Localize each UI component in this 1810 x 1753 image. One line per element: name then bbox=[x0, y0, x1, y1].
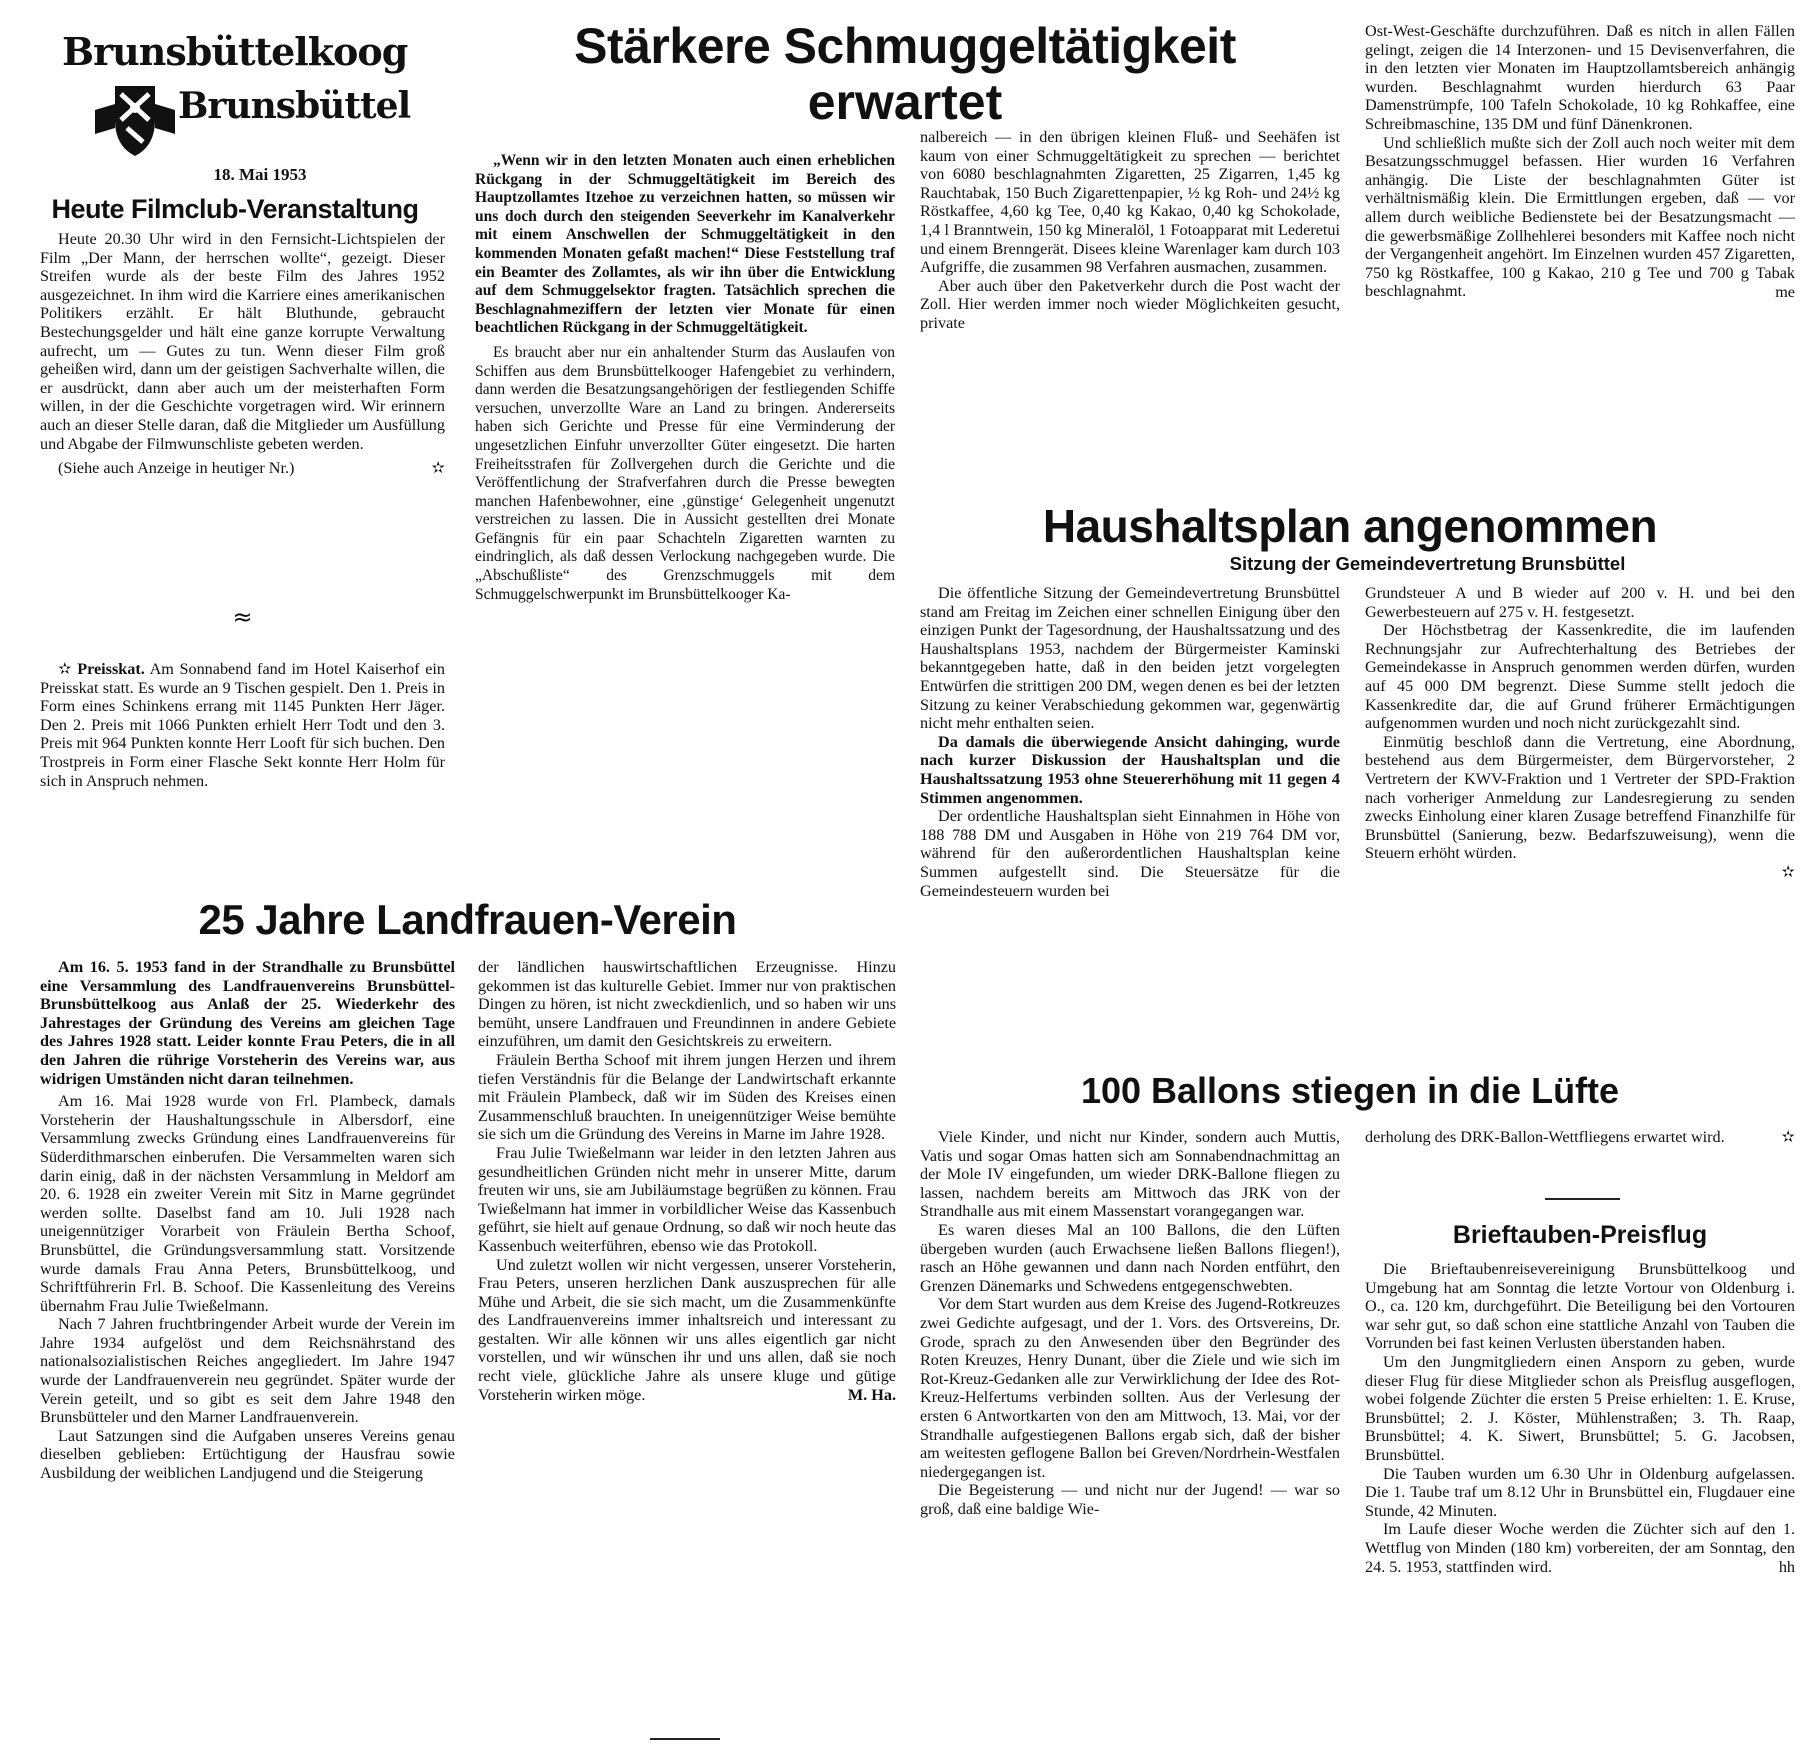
schmuggel-text-4: Ost-West-Geschäfte durchzuführen. Daß es nitch in allen Fällen gelingt, zeigen die 14 Interzonen- und 15 Devisenverfahren, die in den letzten vier Monaten im Hauptzollamtsbereich anhängig wurden. Beschlagnahmt wurden hierdurch 63 Paar Damenstrümpfe, 100 Tafeln Schokolade, 10 kg Rohkaffee, eine Schreibmaschine, 135 DM und fünf Dänenkronen. bbox=[1365, 22, 1795, 133]
preisskat-text bbox=[40, 660, 445, 790]
ballons-col-2 bbox=[1365, 1128, 1795, 1147]
brieftauben-col bbox=[1365, 1260, 1795, 1577]
schmuggel-text-2: nalbereich — in den übrigen kleinen Fluß- und Seehäfen ist kaum von einer Schmuggeltätigkeit zu sprechen — berichtet von 6080 beschlagnahmten Zigaretten, 25 Zigarren, 1,45 kg Rauchtabak, 150 Buch Zigarettenpapier, ½ kg Roh- und 24½ kg Röstkaffee, 4,60 kg Tee, 0,40 kg Kakao, 0,40 kg Schokolade, 1,4 l Branntwein, 150 kg Mineralöl, 1 Fotoapparat mit Lederetui und einem Brenngerät. Disees kleine Warenlager kam durch 103 Aufgriffe, die zusammen 98 Verfahren ausmachen, zusammen. bbox=[920, 128, 1340, 277]
brieftauben-text-3: Die Tauben wurden um 6.30 Uhr in Oldenburg aufgelassen. Die 1. Taube traf um 8.12 Uhr in Brunsbüttel ein, Flugdauer eine Stunde, 42 Minuten. bbox=[1365, 1464, 1795, 1520]
haushalt-text-1: Die öffentliche Sitzung der Gemeindevertretung Brunsbüttel stand am Freitag im Zeichen einer schnellen Einigung über den einzigen Punkt der Tagesordnung, der Haushaltssatzung und des Haushaltsplans 1953, nachdem der Bürgermeister Kaminski bekanntgegeben hatte, daß in den beiden jetzt vorgelegten Entwürfen die strittigen 200 DM, wegen denen es bei der letzten Sitzung zu keiner Verabschiedung gekommen war, gegenwärtig nicht mehr enthalten seien. bbox=[920, 584, 1340, 733]
schmuggel-col-1 bbox=[475, 152, 895, 604]
landfrauen-text-5: Fräulein Bertha Schoof mit ihrem jungen Herzen und ihrem tiefen Verständnis für die Belange der Landwirtschaft erkannte mit Fräulein Plambeck, daß wir im Süden des Kreises einen Zusammenschluß brauchten. In uneigennütziger Weise bemühte sie sich um die Gründung des Vereins in Marne im Jahre 1928. bbox=[478, 1050, 896, 1144]
closing-rule bbox=[650, 1738, 720, 1740]
schmuggel-headline-2: erwartet bbox=[807, 74, 1003, 130]
landfrauen-text-2: Nach 7 Jahren fruchtbringender Arbeit wurde der Verein im Jahre 1934 aufgelöst und dem Reichsnährstand des nationalsozialistischen Reiches angegliedert. Im Jahre 1947 wurde der Landfrauenverein neu gegründet. Später wurde der Verein geteilt, und so gibt es seit dem Jahre 1948 den Brunsbütteler und den Marner Landfrauenverein. bbox=[40, 1315, 455, 1427]
filmclub-text: Heute 20.30 Uhr wird in den Fernsicht-Lichtspielen der Film „Der Mann, der herrschen wollte“, gezeigt. Dieser Streifen wurde als der beste Film des Jahres 1952 ausgezeichnet. In ihm wird die Karriere eines amerikanischen Politikers erzählt. Er hält Bluthunde, gebraucht Bestechungsgelder und hält eine ganze korrupte Verwaltung aufrecht, um — Gutes zu tun. Wenn dieser Film groß geheißen wird, dann um der geistigen Sachverhalte willen, die er ausdrückt, dann aber auch um der meisterhaften Form willen, in der die Geschichte vorgetragen wird. Wir erinnern auch an dieser Stelle daran, daß die Mitglieder um Ausfüllung und Abgabe der Filmwunschliste gebeten werden. bbox=[40, 230, 445, 453]
schmuggel-col-2 bbox=[920, 128, 1340, 333]
preisskat-article bbox=[40, 660, 445, 790]
landfrauen-signature: M. Ha. bbox=[847, 1386, 896, 1405]
haushalt-subheadline: Sitzung der Gemeindevertretung Brunsbüttel bbox=[1229, 553, 1626, 574]
masthead-title-1: Brunsbüttelkoog bbox=[62, 29, 408, 74]
landfrauen-text-7: Und zuletzt wollen wir nicht vergessen, unserer Vorsteherin, Frau Peters, unseren herzlichen Dank auszusprechen für alle Mühe und Arbeit, die sie sich macht, um die Zusammenkünfte des Landfrauenvereins immer inhaltsreich und interessant zu gestalten. Wir alle können wir uns alles eigentlich gar nicht vorstellen, und wir wünschen ihr und uns allen, daß sie noch recht viele, glückliche Jahre als unsere kluge und gütige Vorsteherin wirken möge. bbox=[478, 1255, 896, 1404]
haushalt-text-3: Der ordentliche Haushaltsplan sieht Einnahmen in Höhe von 188 788 DM und Ausgaben in Höhe von 219 764 DM vor, während für den außerordentlichen Haushaltsplan keine Summen aufgestellt sind. Die Steuersätze für die Gemeindesteuern wurden bei bbox=[920, 807, 1340, 900]
star-icon: ✫ bbox=[58, 659, 72, 678]
haushalt-headline: Haushaltsplan angenommen bbox=[1042, 500, 1658, 552]
schmuggel-text-5: Und schließlich mußte sich der Zoll auch noch weiter mit dem Besatzungsschmuggel befassen. Hier wurden 16 Verfahren anhängig. Die Liste der beschlagnahmten Güter ist verhältnismäßig klein. Die Ermittlungen ergeben, daß — vor allem durch weibliche Bedienstete bei der Besatzungsmacht — die gewerbsmäßige Zollhehlerei besonders mit Kaffee noch nicht der Vergangenheit angehört. Im Einzelnen wurden 457 Zigaretten, 750 kg Röstkaffee, 100 g Kakao, 210 g Tee und 700 g Tabak beschlagnahmt. bbox=[1365, 133, 1795, 301]
star-icon: ✫ bbox=[1781, 1127, 1795, 1146]
ballons-headline: 100 Ballons stiegen in die Lüfte bbox=[1080, 1070, 1620, 1111]
landfrauen-headline: 25 Jahre Landfrauen-Verein bbox=[198, 896, 737, 943]
masthead bbox=[40, 20, 440, 184]
ballons-text-4: Die Begeisterung — und nicht nur der Jugend! — war so groß, daß eine baldige Wie- bbox=[920, 1481, 1340, 1518]
brieftauben-signature: hh bbox=[1778, 1558, 1795, 1577]
masthead-title-2: Brunsbüttel bbox=[178, 85, 411, 127]
ballons-text-1: Viele Kinder, und nicht nur Kinder, sondern auch Muttis, Vatis und sogar Omas hatten sich am Sonnabendnachmittag an der Mole IV eingefunden, um wieder DRK-Ballone fliegen zu lassen, nachdem bereits am Mittwoch das JRK von der Strandhalle aus mit einem Massenstart vorangegangen war. bbox=[920, 1128, 1340, 1221]
preisskat-lead: Preisskat. bbox=[77, 660, 145, 678]
schmuggel-lead: „Wenn wir in den letzten Monaten auch einen erheblichen Rückgang in der Schmuggeltätigkeit im Bereich des Hauptzollamtes Itzehoe zu verzeichnen hatten, so müssen wir uns doch durch den steigenden Seeverkehr im Kanalverkehr mit einem Anschwellen der Schmuggeltätigkeit in den kommenden Monaten gefaßt machen!“ Diese Feststellung traf ein Beamter des Zollamtes, als wir ihn über die Entwicklung auf dem Schmuggelsektor fragten. Tatsächlich sprechen die Beschlagnahmeziffern der letzten vier Monate für einen beachtlichen Rückgang in der Schmuggeltätigkeit. bbox=[475, 152, 895, 337]
brieftauben-text-4: Im Laufe dieser Woche werden die Züchter sich auf den 1. Wettflug von Minden (180 km) vorbereiten, der am Sonntag, den 24. 5. 1953, stattfinden wird. bbox=[1365, 1520, 1795, 1576]
schmuggel-signature: me bbox=[1775, 282, 1795, 301]
brieftauben-text-2: Um den Jungmitgliedern einen Ansporn zu geben, wurde dieser Flug für diese Mitglieder schon als Preisflug ausgeflogen, wobei folgende Züchter die ersten 5 Preise erhielten: 1. E. Kruse, Brunsbüttel; 2. J. Köster, Mühlenstraßen; 3. Th. Raap, Brunsbüttel; 4. K. Siwert, Brunsbüttel; 5. G. Jacobsen, Brunsbüttel. bbox=[1365, 1352, 1795, 1464]
ballons-text-3: Vor dem Start wurden aus dem Kreise des Jugend-Rotkreuzes zwei Gedichte aufgesagt, und der 1. Vors. des Ortsvereins, Dr. Grode, sprach zu den Anwesenden über den Begründer des Roten Kreuzes, Henry Dunant, über die Ziele und wie sich im Rot-Kreuz-Gedanken alle zur Verwirklichung der Idee des Rot-Kreuz-Helfertums verbinden sollten. Aus der Verlesung der ersten 6 Antwortkarten von den am Mittwoch, 13. Mai, vor der Strandhalle aufgestiegenen Ballons ergab sich, daß der bisher am weitesten geflogene Ballon bei Greven/Nordrhein-Westfalen niedergegangen ist. bbox=[920, 1295, 1340, 1481]
haushalt-col-2 bbox=[1365, 584, 1795, 882]
brieftauben-text-1: Die Brieftaubenreisevereinigung Brunsbüttelkoog und Umgebung hat am Sonntag die letzte Vortour von Oldenburg i. O., ca. 120 km, durchgeführt. Die Beteiligung bei den Vortouren war sehr gut, so daß schon eine stattliche Anzahl von Tauben die Vorrunden bei fast keinen Verlusten überstanden haben. bbox=[1365, 1260, 1795, 1353]
star-icon: ✫ bbox=[431, 458, 445, 478]
filmclub-note-text: (Siehe auch Anzeige in heutiger Nr.) bbox=[58, 459, 295, 478]
section-rule bbox=[1545, 1198, 1620, 1200]
haushalt-text-5: Der Höchstbetrag der Kassenkredite, die im laufenden Rechnungsjahr zur Aufrechterhaltung des Betriebes der Gemeindekasse in Anspruch genommen werden dürfen, wurden auf 45 000 DM begrenzt. Diese Summe stellt jedoch die Kassenkredite dar, die auf Grund früherer Ermächtigungen aufgenommen wurden und noch nicht zurückgezahlt sind. bbox=[1365, 621, 1795, 733]
haushalt-text-6: Einmütig beschloß dann die Vertretung, eine Abordnung, bestehend aus dem Bürgermeister, dem Bürgervorsteher, 2 Vertretern der KWV-Fraktion und 1 Vertreter der SPD-Fraktion nach vorheriger Anmeldung zur Landesregierung zu senden zwecks Einholung einer klaren Zusage betreffend Finanzhilfe für Brunsbüttel (Sanierung, bezw. Bedarfszuweisung), wenn die Steuern erhöht würden. bbox=[1365, 732, 1795, 863]
ballons-text-2: Es waren dieses Mal an 100 Ballons, die den Lüften übergeben wurden (auch Erwachsene ließen Ballons fliegen!), rasch an Höhe gewannen und dann nach Norden entführt, den Grenzen Dänemarks und Schwedens entgegenschwebten. bbox=[920, 1220, 1340, 1295]
landfrauen-lead: Am 16. 5. 1953 fand in der Strandhalle zu Brunsbüttel eine Versammlung des Landfrauenvereins Brunsbüttel-Brunsbüttelkoog aus Anlaß der 25. Wiederkehr des Jahrestages der Gründung des Vereins am gleichen Tage des Jahres 1928 statt. Leider konnte Frau Peters, die in all den Jahren die rührige Vorsteherin des Vereins war, aus widrigen Umständen nicht daran teilnehmen. bbox=[40, 958, 455, 1088]
star-icon: ✫ bbox=[1781, 861, 1795, 881]
ballons-text-5-body: derholung des DRK-Ballon-Wettfliegens erwartet wird. bbox=[1365, 1128, 1725, 1146]
schmuggel-headline-1: Stärkere Schmuggeltätigkeit bbox=[574, 18, 1236, 74]
ballons-text-5 bbox=[1365, 1128, 1795, 1147]
filmclub-article bbox=[40, 230, 445, 478]
landfrauen-text-3: Laut Satzungen sind die Aufgaben unseres Vereins genau dieselben geblieben: Ertüchtigung der Hausfrau sowie Ausbildung der weiblichen Landjugend und die Steigerung bbox=[40, 1426, 455, 1483]
haushalt-text-2: Da damals die überwiegende Ansicht dahinging, wurde nach kurzer Diskussion der Haushaltsplan und die Haushaltssatzung 1953 ohne Steuererhöhung mit 11 gegen 4 Stimmen angenommen. bbox=[920, 732, 1340, 807]
schmuggel-col-3 bbox=[1365, 22, 1795, 302]
haushalt-col-1 bbox=[920, 584, 1340, 900]
ballons-col-1 bbox=[920, 1128, 1340, 1518]
section-divider-wave: ≈ bbox=[232, 603, 253, 631]
haushalt-text-4: Grundsteuer A und B wieder auf 200 v. H. und bei den Gewerbesteuern auf 275 v. H. festgesetzt. bbox=[1365, 584, 1795, 621]
filmclub-headline: Heute Filmclub-Veranstaltung bbox=[51, 194, 419, 224]
landfrauen-text-1: Am 16. Mai 1928 wurde von Frl. Plambeck, damals Vorsteherin der Haushaltungsschule in Albersdorf, eine Versammlung zwecks Gründung eines Landfrauenvereins für Süderdithmarschen einberufen. Die Versammelten waren sich darin einig, daß in der nächsten Versammlung in Meldorf am 20. 6. 1928 ein zweiter Verein mit Sitz in Marne gegründet werden sollte. Daselbst fand am 10. Juli 1928 nach uneigennütziger Vorarbeit von Fräulein Bertha Schoof, Brunsbüttel, die Gründungsversammlung statt. Vorsitzende wurde damals Frau Anna Peters, Brunsbüttelkoog, und Schriftführerin Frl. B. Schoof. Die Kassenleitung des Vereins übernahm Frau Julie Twießelmann. bbox=[40, 1092, 455, 1315]
landfrauen-col-2 bbox=[478, 958, 896, 1405]
coat-of-arms-icon bbox=[95, 80, 175, 158]
preisskat-body: Am Sonnabend fand im Hotel Kaiserhof ein Preisskat statt. Es wurde an 9 Tischen gespielt. Den 1. Preis in Form eines Schinkens errang mit 1145 Punkten Herr Jäger. Den 2. Preis mit 1066 Punkten erhielt Herr Todt und den 3. Preis mit 964 Punkten konnte Herr Looft für sich buchen. Den Trostpreis in Form einer Flasche Sekt konnte Herr Holm für sich in Anspruch nehmen. bbox=[40, 660, 446, 790]
landfrauen-text-6: Frau Julie Twießelmann war leider in den letzten Jahren aus gesundheitlichen Gründen nicht mehr in unserer Mitte, darum freuten wir uns, sie am Jubiläumstage begrüßen zu können. Frau Twießelmann hat immer in vorbildlicher Weise das Kassenbuch geführt, sie hielt auf genaue Ordnung, so daß wir noch heute das Kassenbuch weiterführen, ebenso wie das Protokoll. bbox=[478, 1143, 896, 1255]
filmclub-note bbox=[40, 459, 445, 478]
schmuggel-text-3: Aber auch über den Paketverkehr durch die Post wacht der Zoll. Hier werden immer noch wieder Möglichkeiten gesucht, private bbox=[920, 276, 1340, 332]
issue-date: 18. Mai 1953 bbox=[213, 165, 307, 184]
schmuggel-text-1: Es braucht aber nur ein anhaltender Sturm das Auslaufen von Schiffen aus dem Brunsbüttelkooger Hafengebiet zu verhindern, dann werden die Besatzungsangehörigen der festliegenden Schiffe versuchen, unverzollte Ware an Land zu bringen. Andererseits haben sich Gerichte und Presse für eine Verminderung der ungesetzlichen Einfuhr unverzollter Güter eingesetzt. Die harten Freiheitsstrafen für Zollvergehen durch die Gerichte und die Veröffentlichung der Strafverfahren durch die Presse bewegten manchen Hafenbewohner, eine ‚günstige‘ Gelegenheit ungenutzt verstreichen zu lassen. Die in Aussicht gestellten drei Monate Gefängnis für ein paar Schachteln Zigaretten warnten zu eindringlich, als daß dessen Verlockung nachgegeben wurde. Die „Abschußliste“ des Grenzschmuggels mit dem Schmuggelschwerpunkt im Brunsbüttelkooger Ka- bbox=[475, 343, 895, 603]
landfrauen-col-1 bbox=[40, 958, 455, 1483]
brieftauben-headline: Brieftauben-Preisflug bbox=[1452, 1221, 1708, 1249]
landfrauen-text-4: der ländlichen hauswirtschaftlichen Erzeugnisse. Hinzu gekommen ist das kulturelle Gebiet. Immer nur von praktischen Dingen zu hören, ist nicht zweckdienlich, und so haben wir uns bemüht, unsere Landfrauen und Freundinnen in andere Gebiete einzuführen, um damit den Gesichtskreis zu erweitern. bbox=[478, 958, 896, 1051]
